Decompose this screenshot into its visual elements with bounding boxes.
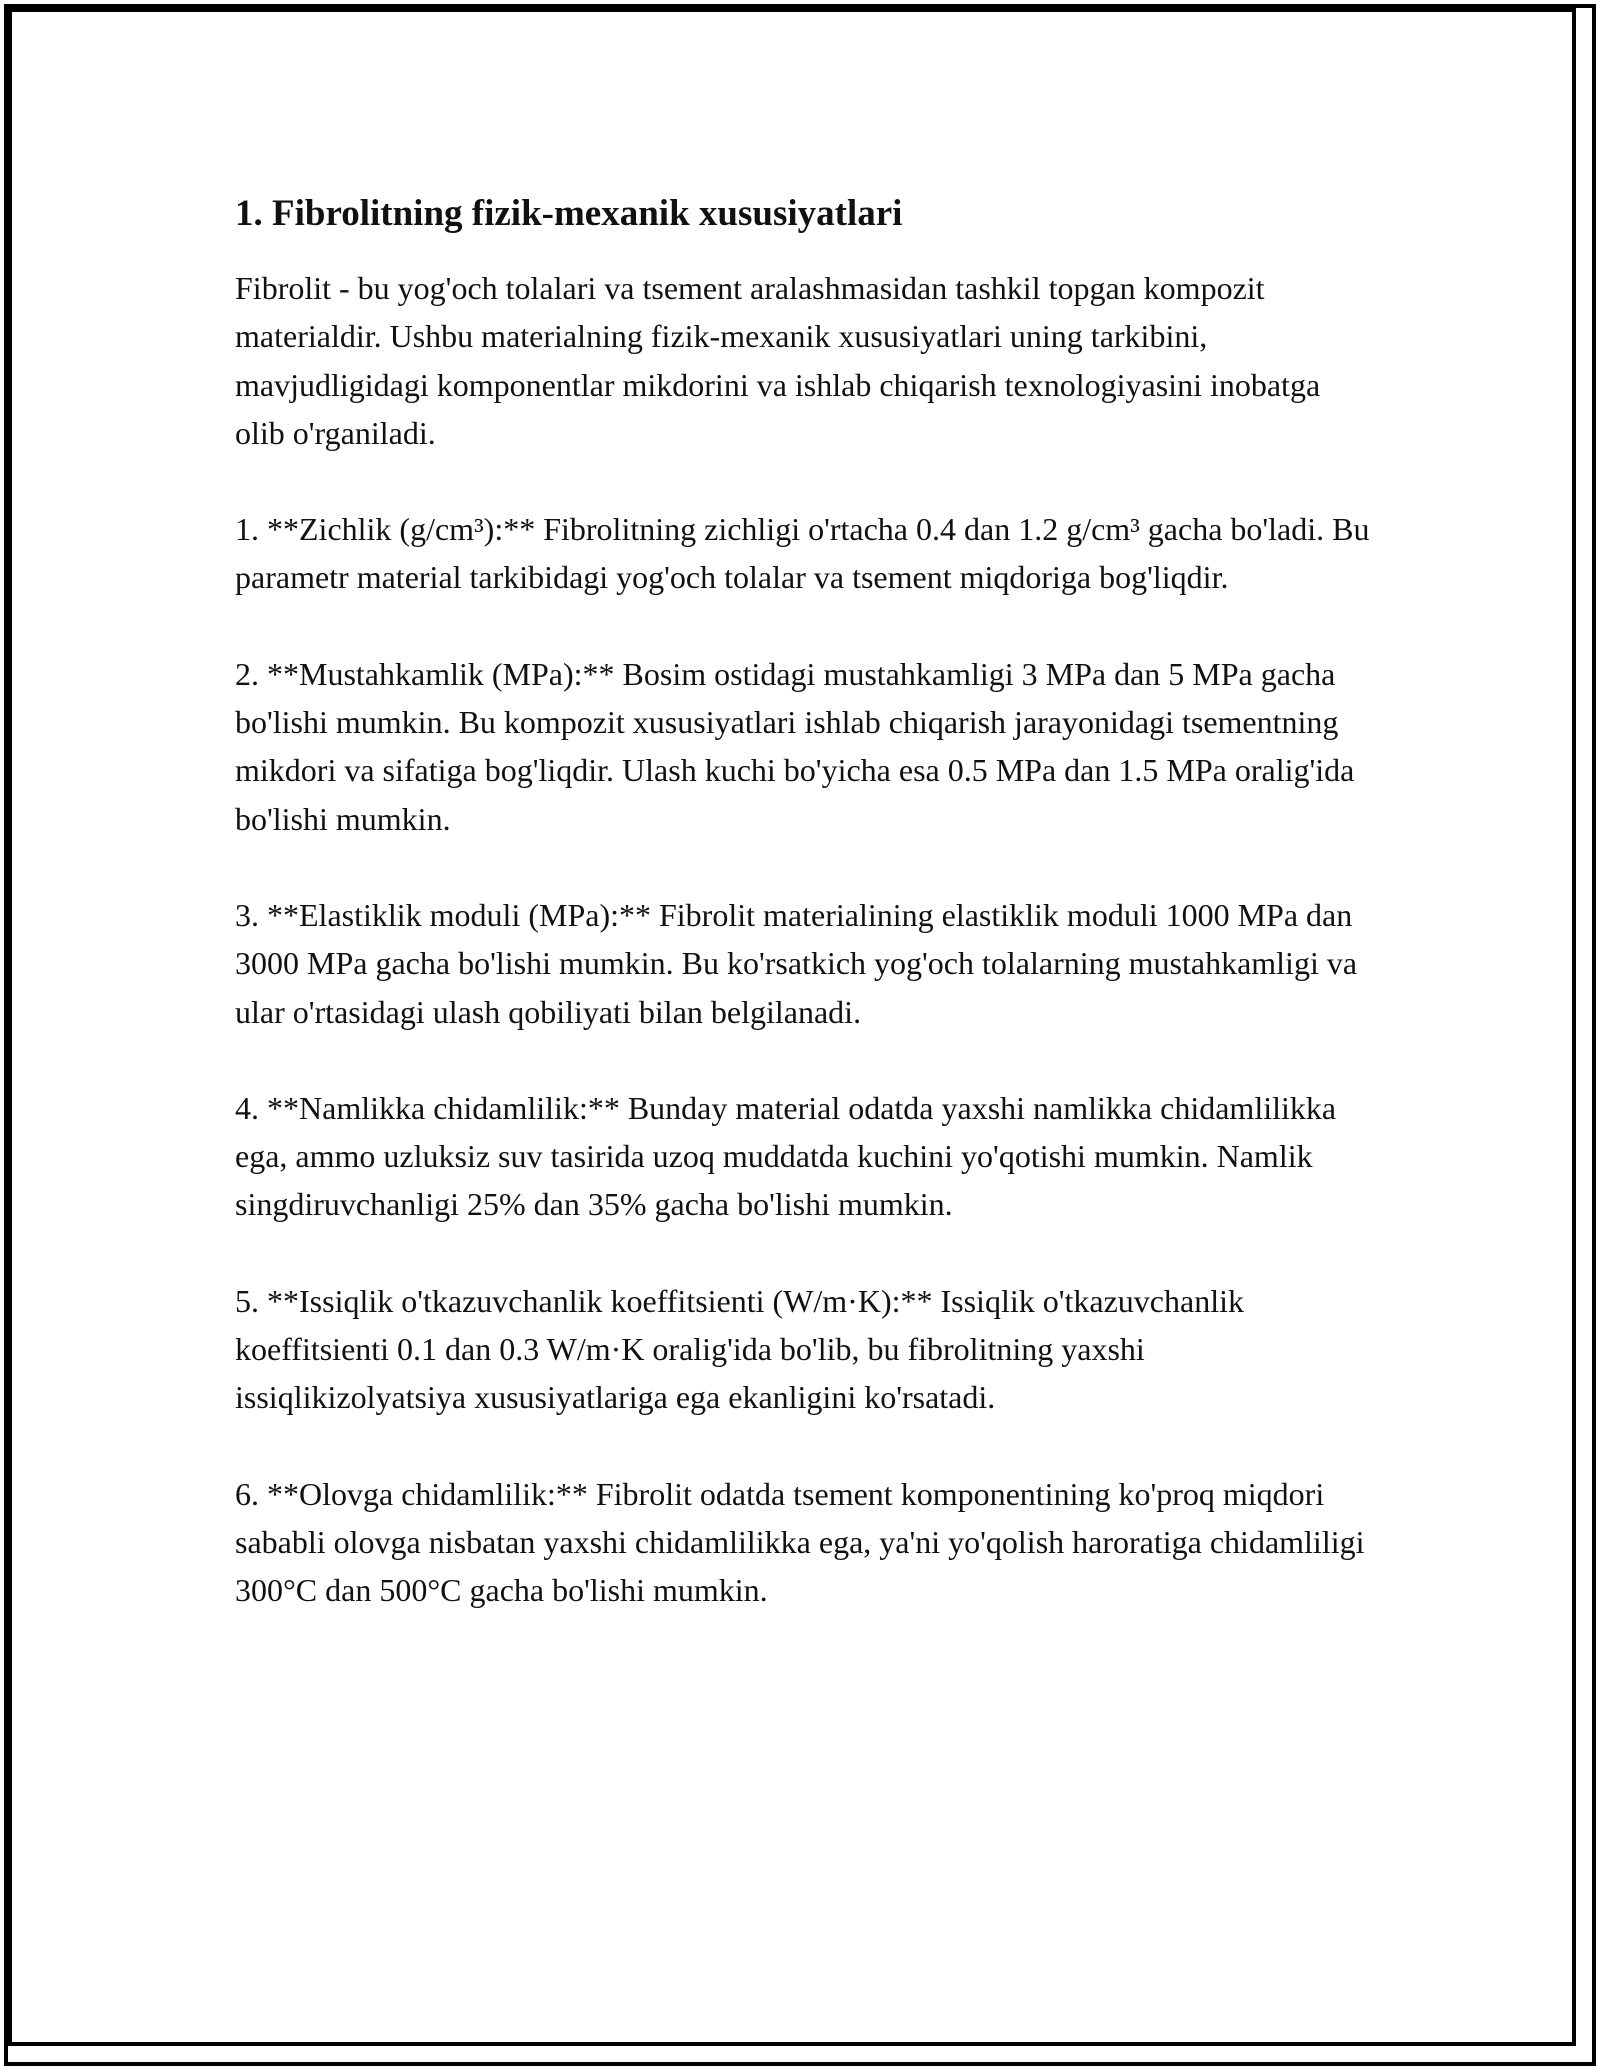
- list-item-elastic-modulus: 3. **Elastiklik moduli (MPa):** Fibrolit materialining elastiklik moduli 1000 MPa dan 3000 MPa gacha bo'lishi mumkin. Bu ko'rsatkich yog'och tolalarning mustahkamligi va ular o'rtasidagi ulash qobiliyati bilan belgilanadi.: [235, 896, 1358, 1030]
- list-item-density: 1. **Zichlik (g/cm³):** Fibrolitning zichligi o'rtacha 0.4 dan 1.2 g/cm³ gacha bo'ladi. Bu parametr material tarkibidagi yog'och tolalar va tsement miqdoriga bog'liqdir.: [235, 511, 1370, 596]
- list-item-moisture-resistance: 4. **Namlikka chidamlilik:** Bunday material odatda yaxshi namlikka chidamlilikka ega, ammo uzluksiz suv tasirida uzoq muddatda kuchini yo'qotishi mumkin. Namlik singdiruvchanligi 25% dan 35% gacha bo'lishi mumkin.: [235, 1089, 1337, 1223]
- list-item-fire-resistance: 6. **Olovga chidamlilik:** Fibrolit odatda tsement komponentining ko'proq miqdori sababli olovga nisbatan yaxshi chidamlilikka ega, ya'ni yo'qolish haroratiga chidamliligi 300°C dan 500°C gacha bo'lishi mumkin.: [235, 1475, 1365, 1609]
- section-heading: 1. Fibrolitning fizik-mexanik xususiyatlari: [235, 193, 903, 234]
- document-body: [235, 186, 1375, 1663]
- intro-paragraph: Fibrolit - bu yog'och tolalari va tsement aralashmasidan tashkil topgan kompozit materialdir. Ushbu materialning fizik-mexanik xususiyatlari uning tarkibini, mavjudligidagi komponentlar mikdorini va ishlab chiqarish texnologiyasini inobatga olib o'rganiladi.: [235, 270, 1321, 451]
- list-item-strength: 2. **Mustahkamlik (MPa):** Bosim ostidagi mustahkamligi 3 MPa dan 5 MPa gacha bo'lishi mumkin. Bu kompozit xususiyatlari ishlab chiqarish jarayonidagi tsementning mikdori va sifatiga bog'liqdir. Ulash kuchi bo'yicha esa 0.5 MPa dan 1.5 MPa oralig'ida bo'lishi mumkin.: [235, 655, 1355, 837]
- list-item-thermal-conductivity: 5. **Issiqlik o'tkazuvchanlik koeffitsienti (W/m·K):** Issiqlik o'tkazuvchanlik koeffitsienti 0.1 dan 0.3 W/m·K oralig'ida bo'lib, bu fibrolitning yaxshi issiqlikizolyatsiya xususiyatlariga ega ekanligini ko'rsatadi.: [235, 1282, 1244, 1416]
